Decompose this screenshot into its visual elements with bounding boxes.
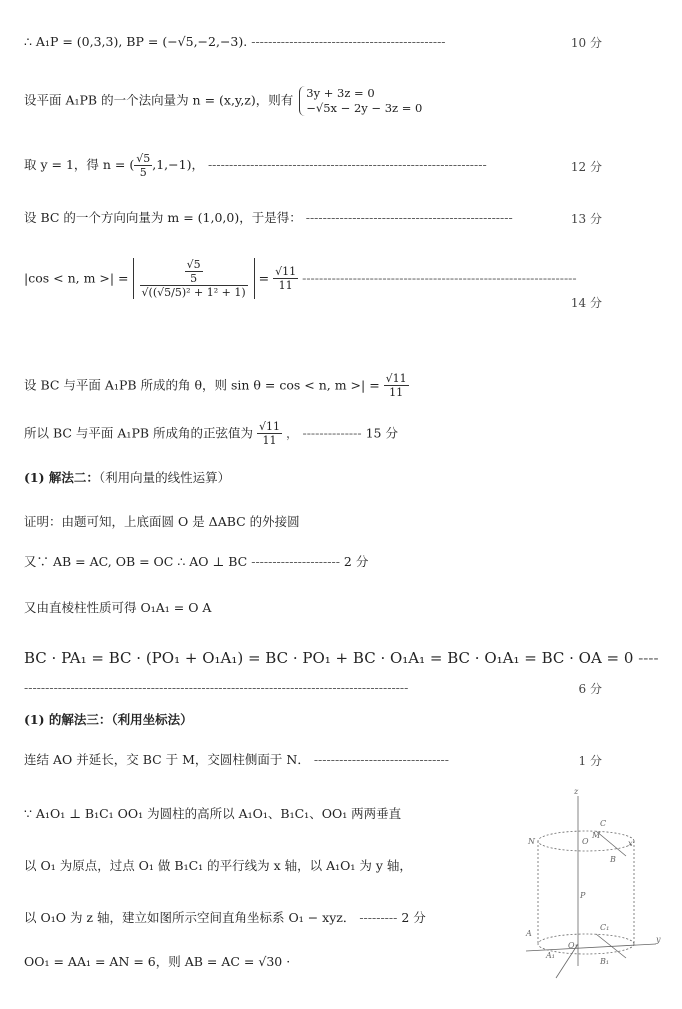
fraction-denominator: 11 <box>262 434 277 447</box>
cos-left: |cos < n, m >| = <box>24 270 129 286</box>
result-num: √11 <box>275 265 297 278</box>
line-17-text: 以 O₁O 为 z 轴，建立如图所示空间直角坐标系 O₁ − xyz． <box>24 910 356 925</box>
fraction-numerator: √5 <box>136 152 151 165</box>
score-15: 15 分 <box>365 425 398 441</box>
label-b: B <box>610 855 616 864</box>
line-16-text: 以 O₁ 为原点，过点 O₁ 做 B₁C₁ 的平行线为 x 轴，以 A₁O₁ 为 y 轴， <box>24 858 412 873</box>
line-7 <box>24 420 398 447</box>
line-1-text: ∴ A₁P = (0,3,3), BP = (−√5,−2,−3). <box>24 34 248 49</box>
fraction-denominator: 5 <box>139 166 147 179</box>
fraction <box>134 152 152 179</box>
inner-num: √5 <box>186 258 201 271</box>
line-12b <box>24 680 408 696</box>
fraction-denominator: 11 <box>389 386 404 399</box>
dash-leader: ------------------------------------------------- <box>305 210 513 225</box>
label-a1: A₁ <box>546 951 555 960</box>
cos-abs-fraction <box>133 258 255 299</box>
label-a: A <box>526 929 532 938</box>
score-14: 14 分 <box>570 296 602 310</box>
score-10: 10 分 <box>570 36 602 50</box>
fraction <box>257 420 282 447</box>
fraction-numerator: √11 <box>385 372 407 385</box>
score-1: 1 分 <box>578 754 602 768</box>
line-7-text: 所以 BC 与平面 A₁PB 所成角的正弦值为 <box>24 425 254 441</box>
section-heading: (1) 解法二： <box>24 470 99 485</box>
y-axis <box>526 944 656 951</box>
label-b1: B₁ <box>600 957 610 966</box>
line-11-text: 又由直棱柱性质可得 O₁A₁ = O A <box>24 600 212 615</box>
fraction <box>384 372 409 399</box>
line-12-text: BC · PA₁ = BC · (PO₁ + O₁A₁) = BC · PO₁ + BC · O₁A₁ = BC · O₁A₁ = BC · OA = 0 <box>24 649 634 667</box>
label-o: O <box>582 837 589 846</box>
line-15 <box>24 806 401 822</box>
edge-bc <box>596 831 626 856</box>
dash-leader: ----------------------------------------------------------------- <box>302 270 577 286</box>
inner-den: 5 <box>190 272 198 285</box>
label-c1: C₁ <box>600 923 610 932</box>
line-11 <box>24 600 211 616</box>
dash-leader: ---- <box>638 649 659 667</box>
dash-leader: ---------------------------------------------- <box>251 34 446 49</box>
line-2 <box>24 86 422 116</box>
line-5 <box>24 258 577 299</box>
label-c: C <box>600 819 607 828</box>
score-12: 12 分 <box>570 160 602 174</box>
line-6-text: 设 BC 与平面 A₁PB 所成的角 θ，则 sin θ = cos < n, m >| = <box>24 377 380 393</box>
line-9-text: 证明：由题可知，上底面圆 O 是 ΔABC 的外接圆 <box>24 514 300 529</box>
line-18 <box>24 954 290 970</box>
line-8 <box>24 470 230 486</box>
line-3-tail: ,1,−1)， <box>152 157 204 172</box>
dash-leader: -------------------------------- <box>313 752 449 767</box>
line-3 <box>24 152 487 179</box>
dash-leader: ， -------------- <box>286 425 362 441</box>
result-den: 11 <box>278 279 293 292</box>
inner-fraction <box>185 258 203 285</box>
coordinate-figure <box>516 786 668 986</box>
dash-leader-long: ------------------------------------------------------------------------------------------- <box>24 680 409 695</box>
score-2b: 2 分 <box>401 910 426 925</box>
fraction-numerator: √11 <box>259 420 281 433</box>
dash-leader: ------------------------------------------------------------------ <box>207 157 487 172</box>
line-10 <box>24 554 368 570</box>
score-2: 2 分 <box>343 554 369 569</box>
section-note: （利用向量的线性运算） <box>98 470 231 485</box>
big-fraction-numerator <box>140 258 248 286</box>
line-6 <box>24 372 409 399</box>
line-9 <box>24 514 300 530</box>
line-4 <box>24 210 513 226</box>
score-13: 13 分 <box>570 212 602 226</box>
label-y: y <box>656 935 661 944</box>
line-12 <box>24 650 659 666</box>
line-16 <box>24 858 412 874</box>
equation-system <box>299 86 422 116</box>
line-14 <box>24 752 449 768</box>
dash-leader: --------------------- <box>251 554 340 569</box>
line-1 <box>24 34 446 50</box>
equation-1: 3y + 3z = 0 <box>306 86 375 100</box>
line-17 <box>24 910 426 926</box>
line-13 <box>24 712 193 728</box>
label-p: P <box>580 891 586 900</box>
line-4-text: 设 BC 的一个方向向量为 m = (1,0,0)，于是得： <box>24 210 302 225</box>
equals: = <box>258 270 270 286</box>
label-z: z <box>574 787 579 796</box>
score-6: 6 分 <box>578 682 602 696</box>
big-fraction-denominator: √((√5/5)² + 1² + 1) <box>141 286 246 299</box>
big-fraction <box>140 258 248 299</box>
label-o1: O₁ <box>568 941 578 950</box>
label-n: N <box>528 837 535 846</box>
line-10-text: 又∵ AB = AC, OB = OC ∴ AO ⊥ BC <box>24 554 248 569</box>
result-fraction <box>273 265 298 292</box>
section-heading-3: (1) 的解法三：（利用坐标法） <box>24 712 193 727</box>
line-18-text: OO₁ = AA₁ = AN = 6，则 AB = AC = √30 · <box>24 954 291 969</box>
line-15-text: ∵ A₁O₁ ⊥ B₁C₁ OO₁ 为圆柱的高所以 A₁O₁、B₁C₁、OO₁ 两两垂直 <box>24 806 402 821</box>
equation-2: −√5x − 2y − 3z = 0 <box>306 101 423 115</box>
dash-leader: --------- <box>359 910 398 925</box>
label-m: M <box>592 831 601 840</box>
line-3-text: 取 y = 1，得 n = ( <box>24 157 135 172</box>
line-2-text: 设平面 A₁PB 的一个法向量为 n = (x,y,z)，则有 <box>24 92 294 108</box>
label-x: x <box>628 839 633 848</box>
line-14-text: 连结 AO 并延长，交 BC 于 M，交圆柱侧面于 N． <box>24 752 310 767</box>
